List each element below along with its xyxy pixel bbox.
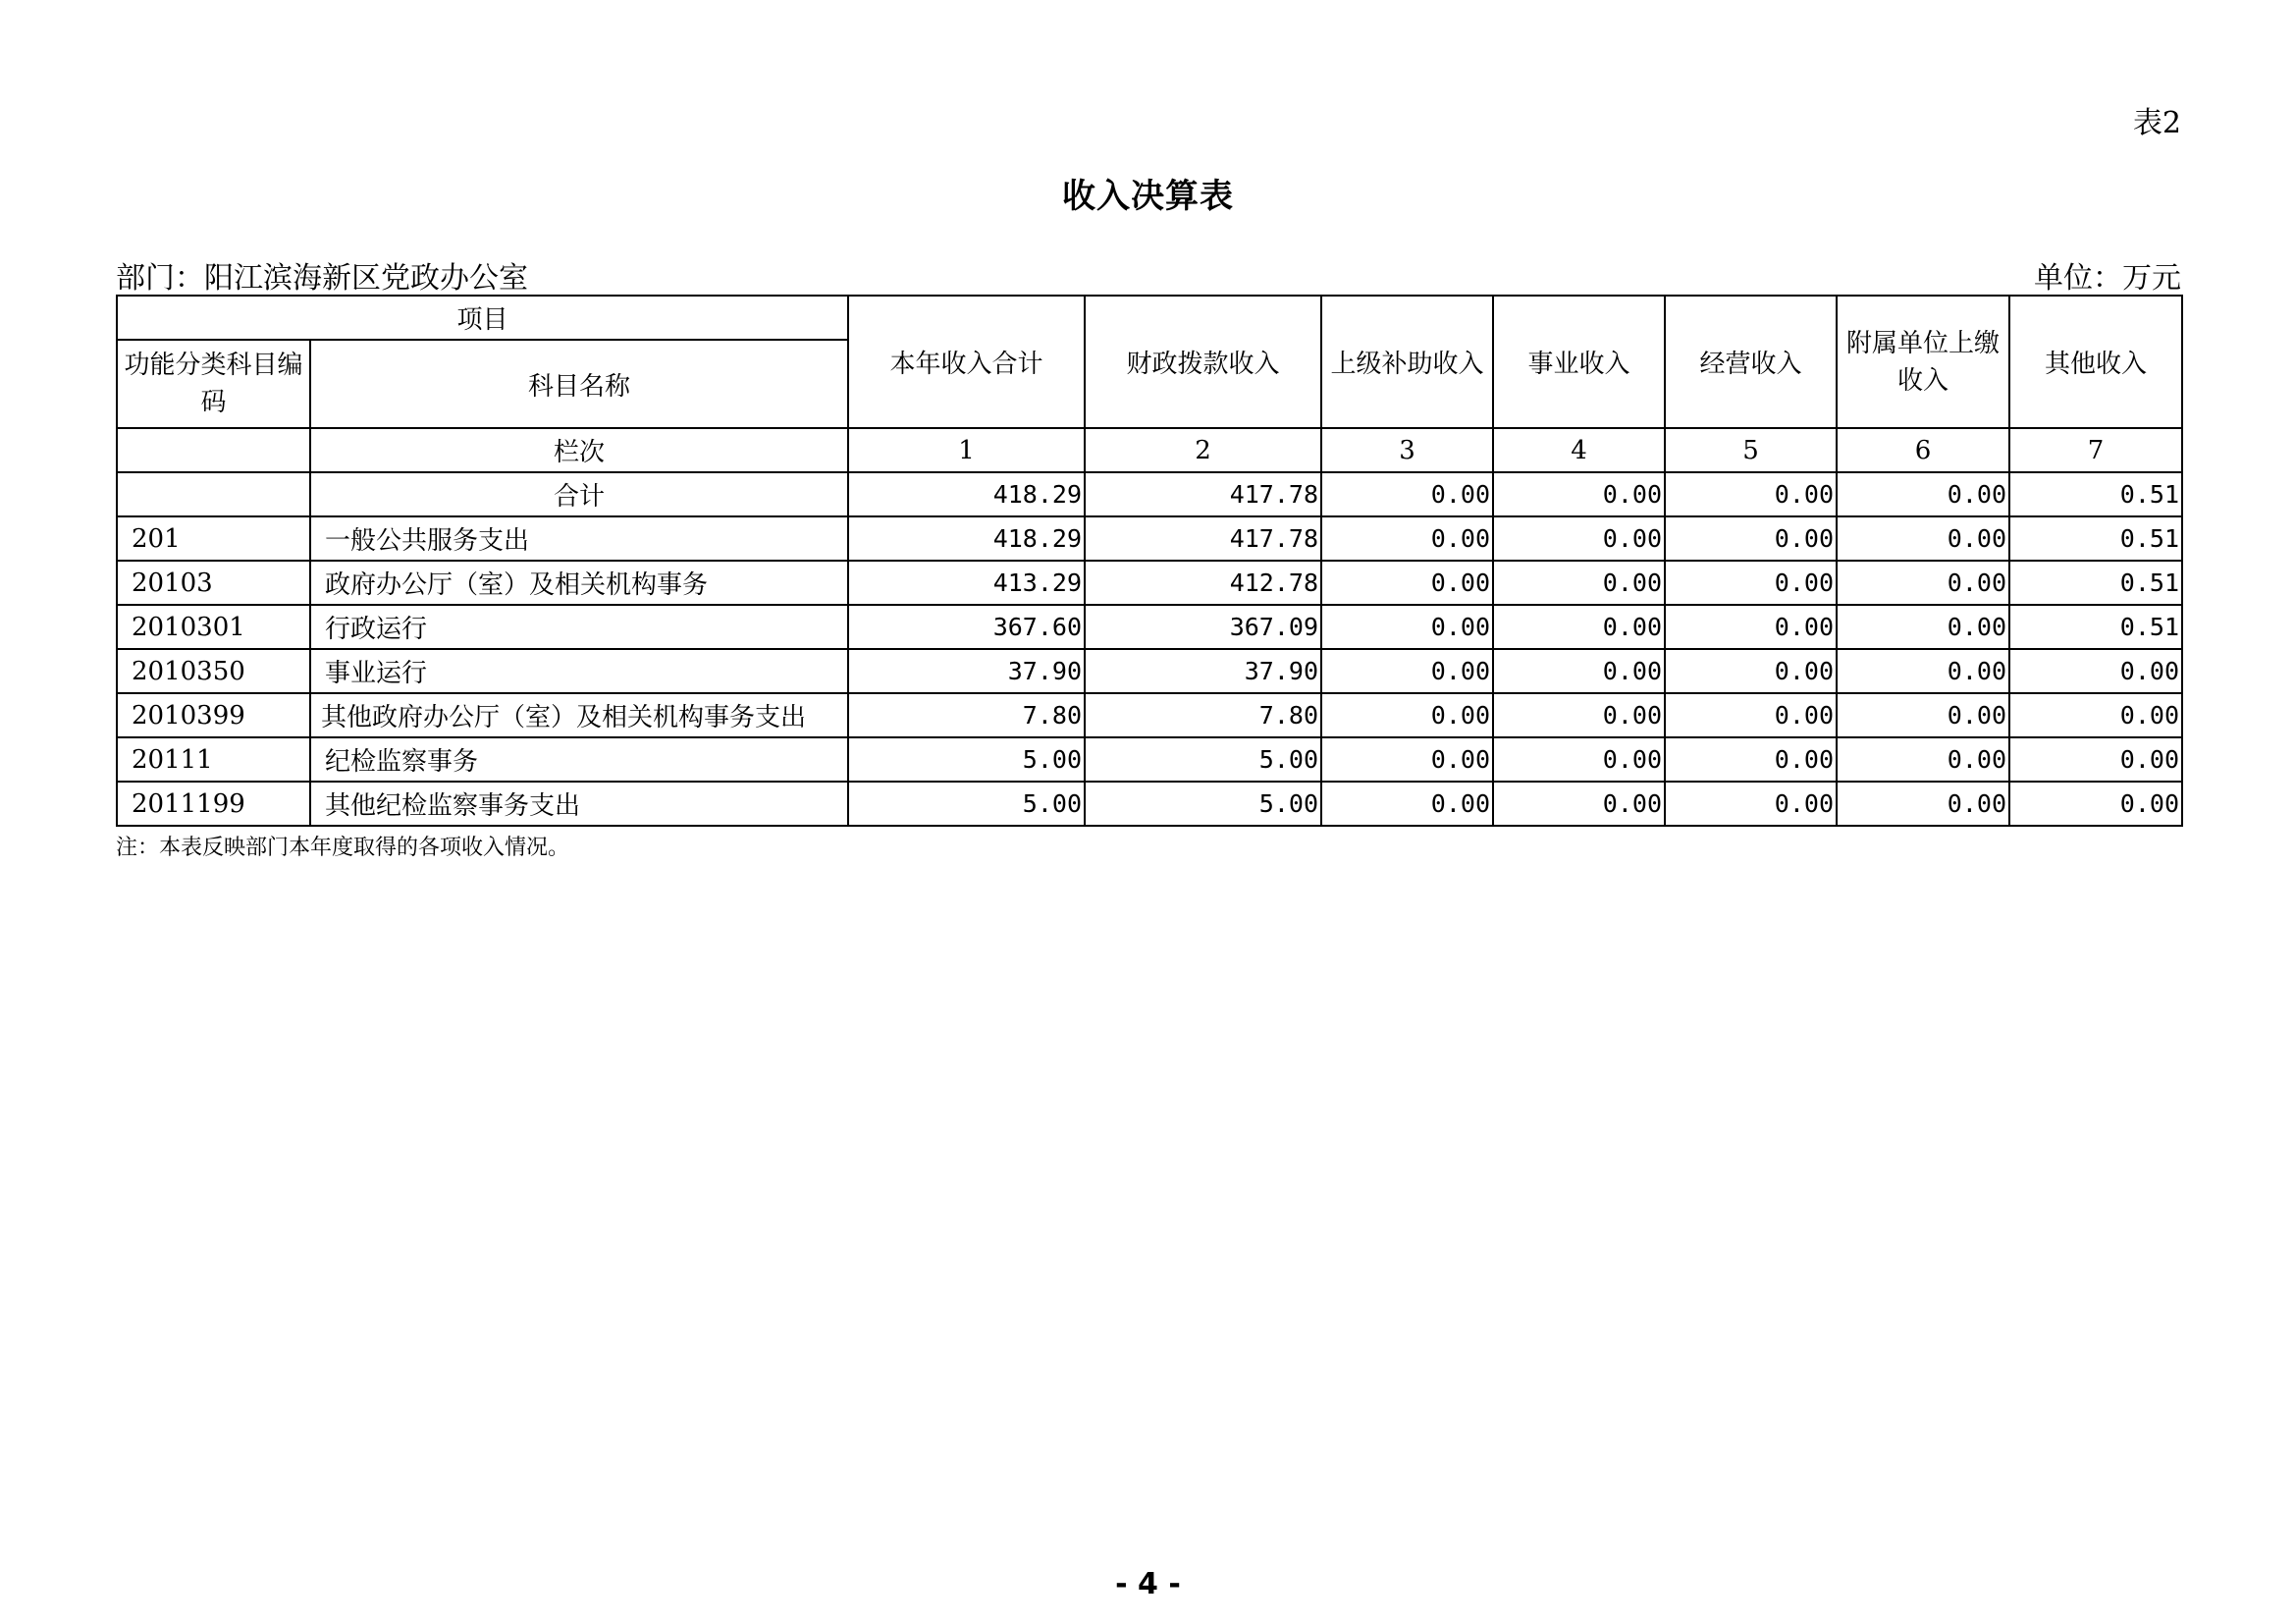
table-row	[117, 737, 2182, 782]
row-value: 0.00	[2009, 737, 2182, 782]
row-value: 0.51	[2009, 516, 2182, 561]
row-value: 0.00	[1493, 516, 1665, 561]
row-value: 0.00	[1837, 516, 2009, 561]
header-col-operation: 经营收入	[1665, 296, 1837, 428]
row-value: 7.80	[848, 693, 1085, 737]
row-value: 0.00	[2009, 649, 2182, 693]
header-col-total: 本年收入合计	[848, 296, 1085, 428]
income-table	[116, 295, 2183, 827]
header-row-1	[117, 296, 2182, 340]
table-row	[117, 782, 2182, 826]
row-code: 20103	[117, 561, 310, 605]
row-value: 0.51	[2009, 605, 2182, 649]
row-value: 0.00	[1321, 516, 1493, 561]
page-number: - 4 -	[1115, 1567, 1181, 1601]
row-value: 37.90	[848, 649, 1085, 693]
row-value: 417.78	[1085, 516, 1321, 561]
row-value: 0.00	[1493, 649, 1665, 693]
serial-4: 4	[1493, 428, 1665, 472]
row-value: 0.00	[1493, 737, 1665, 782]
row-name: 一般公共服务支出	[310, 516, 848, 561]
row-value: 0.00	[1321, 693, 1493, 737]
row-value: 0.00	[1321, 561, 1493, 605]
total-value: 417.78	[1085, 472, 1321, 516]
header-col-fiscal: 财政拨款收入	[1085, 296, 1321, 428]
serial-row	[117, 428, 2182, 472]
header-col-affiliated: 附属单位上缴收入	[1837, 296, 2009, 428]
row-value: 0.00	[1837, 693, 2009, 737]
serial-label: 栏次	[310, 428, 848, 472]
total-blank	[117, 472, 310, 516]
row-value: 0.51	[2009, 561, 2182, 605]
row-value: 5.00	[1085, 737, 1321, 782]
header-name: 科目名称	[310, 340, 848, 428]
row-name: 政府办公厅（室）及相关机构事务	[310, 561, 848, 605]
table-row	[117, 605, 2182, 649]
row-code: 20111	[117, 737, 310, 782]
row-value: 5.00	[848, 737, 1085, 782]
row-code: 2010350	[117, 649, 310, 693]
row-value: 0.00	[1665, 605, 1837, 649]
unit-label: 单位：万元	[2034, 261, 2181, 296]
row-code: 2011199	[117, 782, 310, 826]
row-value: 0.00	[1665, 561, 1837, 605]
serial-2: 2	[1085, 428, 1321, 472]
serial-5: 5	[1665, 428, 1837, 472]
row-value: 0.00	[1837, 737, 2009, 782]
row-value: 367.60	[848, 605, 1085, 649]
table-note: 注：本表反映部门本年度取得的各项收入情况。	[116, 836, 570, 860]
row-value: 0.00	[1493, 693, 1665, 737]
header-project: 项目	[117, 296, 848, 340]
row-value: 37.90	[1085, 649, 1321, 693]
row-value: 0.00	[2009, 693, 2182, 737]
row-value: 412.78	[1085, 561, 1321, 605]
row-value: 0.00	[1321, 737, 1493, 782]
row-value: 5.00	[1085, 782, 1321, 826]
table-number: 表2	[2132, 106, 2181, 140]
total-label: 合计	[310, 472, 848, 516]
row-value: 7.80	[1085, 693, 1321, 737]
total-row	[117, 472, 2182, 516]
serial-1: 1	[848, 428, 1085, 472]
row-value: 0.00	[1321, 605, 1493, 649]
table-row	[117, 693, 2182, 737]
header-code: 功能分类科目编码	[117, 340, 310, 428]
department-label: 部门：阳江滨海新区党政办公室	[116, 261, 528, 296]
row-name: 其他政府办公厅（室）及相关机构事务支出	[310, 693, 848, 737]
row-value: 418.29	[848, 516, 1085, 561]
table-row	[117, 649, 2182, 693]
row-value: 0.00	[1837, 605, 2009, 649]
total-value: 0.00	[1665, 472, 1837, 516]
header-col-business: 事业收入	[1493, 296, 1665, 428]
row-value: 0.00	[1493, 782, 1665, 826]
table-row	[117, 561, 2182, 605]
header-col-superior: 上级补助收入	[1321, 296, 1493, 428]
row-code: 2010301	[117, 605, 310, 649]
total-value: 0.00	[1837, 472, 2009, 516]
row-value: 0.00	[1665, 649, 1837, 693]
row-value: 5.00	[848, 782, 1085, 826]
row-value: 0.00	[1665, 516, 1837, 561]
row-value: 0.00	[1837, 649, 2009, 693]
row-value: 0.00	[1837, 782, 2009, 826]
total-value: 0.00	[1493, 472, 1665, 516]
header-col-other: 其他收入	[2009, 296, 2182, 428]
row-value: 0.00	[1837, 561, 2009, 605]
total-value: 0.00	[1321, 472, 1493, 516]
row-value: 0.00	[1665, 693, 1837, 737]
row-value: 0.00	[1493, 605, 1665, 649]
row-name: 行政运行	[310, 605, 848, 649]
table-row	[117, 516, 2182, 561]
row-code: 201	[117, 516, 310, 561]
row-value: 413.29	[848, 561, 1085, 605]
page-title: 收入决算表	[1062, 177, 1234, 216]
row-value: 0.00	[1665, 737, 1837, 782]
row-name: 纪检监察事务	[310, 737, 848, 782]
serial-7: 7	[2009, 428, 2182, 472]
row-value: 367.09	[1085, 605, 1321, 649]
row-name: 其他纪检监察事务支出	[310, 782, 848, 826]
row-value: 0.00	[1493, 561, 1665, 605]
total-value: 418.29	[848, 472, 1085, 516]
serial-6: 6	[1837, 428, 2009, 472]
row-value: 0.00	[2009, 782, 2182, 826]
total-value: 0.51	[2009, 472, 2182, 516]
row-value: 0.00	[1321, 782, 1493, 826]
row-value: 0.00	[1665, 782, 1837, 826]
row-name: 事业运行	[310, 649, 848, 693]
serial-blank	[117, 428, 310, 472]
row-code: 2010399	[117, 693, 310, 737]
serial-3: 3	[1321, 428, 1493, 472]
row-value: 0.00	[1321, 649, 1493, 693]
